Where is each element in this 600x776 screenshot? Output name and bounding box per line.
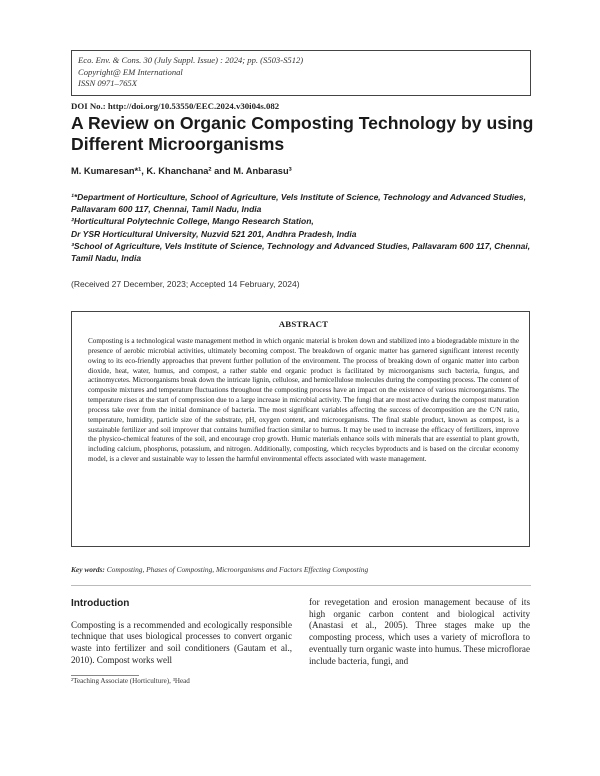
abstract-box <box>71 311 530 547</box>
section-divider <box>71 585 531 586</box>
received-dates: (Received 27 December, 2023; Accepted 14 February, 2024) <box>71 279 300 289</box>
keywords-label: Key words: <box>71 565 105 574</box>
author-list: M. Kumaresan*¹, K. Khanchana² and M. Anbarasu³ <box>71 166 292 176</box>
doi-line[interactable]: DOI No.: http://doi.org/10.53550/EEC.2024.v30i04s.082 <box>71 101 280 111</box>
affiliation-2a: ²Horticultural Polytechnic College, Mango Research Station, <box>71 216 314 227</box>
footnote-divider <box>71 675 139 676</box>
affiliations <box>71 191 533 264</box>
affiliation-3: ³School of Agriculture, Vels Institute of Science, Technology and Advanced Studies, Pallavaram 600 117, Chennai, Tamil Nadu, India <box>71 240 531 264</box>
introduction-text-left: Composting is a recommended and ecologically responsible technique that uses biological processes to convert organic waste into fertilizer and soil conditioners (Gautam et al., 2010). Compost works well <box>71 619 292 665</box>
introduction-heading: Introduction <box>71 598 130 609</box>
abstract-heading: ABSTRACT <box>278 319 329 329</box>
journal-issue-line: Eco. Env. & Cons. 30 (July Suppl. Issue) : 2024; pp. (S503-S512) <box>78 55 304 65</box>
keywords-text: Composting, Phases of Composting, Microorganisms and Factors Effecting Composting <box>106 565 369 574</box>
journal-issn-line: ISSN 0971–765X <box>78 78 137 88</box>
footnote: ²Teaching Associate (Horticulture), ³Head <box>71 677 190 685</box>
journal-copyright-line: Copyright@ EM International <box>78 66 183 77</box>
paper-title: A Review on Organic Composting Technology by using Different Microorganisms <box>71 113 534 154</box>
introduction-text-right: for revegetation and erosion management because of its high organic carbon content and biological activity (Anastasi et al., 2005). Three stages make up the composting process, which uses a variety of microflora to eventually turn organic waste into humus. These microflorae include bacteria, fungi, and <box>309 597 530 666</box>
affiliation-1: ¹*Department of Horticulture, School of Agriculture, Vels Institute of Science, Technology and Advanced Studies, Pallavaram 600 117, Chennai, Tamil Nadu, India <box>71 192 526 215</box>
affiliation-2b: Dr YSR Horticultural University, Nuzvid 521 201, Andhra Pradesh, India <box>71 228 357 239</box>
keywords <box>71 565 368 574</box>
abstract-text: Composting is a technological waste management method in which organic material is broken down and stabilized into a biodegradable mixture in the presence of aerobic microbial activities, ultimately becoming compost. The breakdown of organic matter has garnered significant interest recently owing to its eco-friendly approaches that prevent further pollution of the environment. The process of breaking down of organic matter into carbon dioxide, heat, water, humus, and compost, a rather stable end organic product is facilitated by microorganisms such bacteria, fungus, and actinomycetes. Microorganisms break down the intricate lignin, cellulose, and hemicellulose molecules during the composting process. The content of composite mixtures and temperature fluctuations throughout the composting process have an impact on the existence of various microorganisms. The temperature rises at the start of compression due to a large increase in microbial activity. The fungi that are most active during the compost maturation process take over from the initial dominance of bacteria. The most significant variables affecting the success of decomposition are the C/N ratio, temperature, humidity, particle size of the substrate, pH, oxygen content, and microorganisms. The final stable product, known as compost, is a sustainable fertilizer and soil improver that contains humified fraction similar to humus. It may be used to increase the efficacy of fertilizers, improve the physico-chemical features of the soil, and encourage crop growth. Humic materials enhance soils with minerals that are essential to plant growth, including calcium, phosphorus, potassium, and nitrogen. Additionally, composting, which recycles byproducts and is based on the circular economy model, is a clever and sustainable way to lessen the harmful environmental effects associated with waste management. <box>88 337 519 464</box>
body-column-right <box>309 597 530 667</box>
journal-citation-box <box>71 50 531 96</box>
body-column-left <box>71 595 292 667</box>
